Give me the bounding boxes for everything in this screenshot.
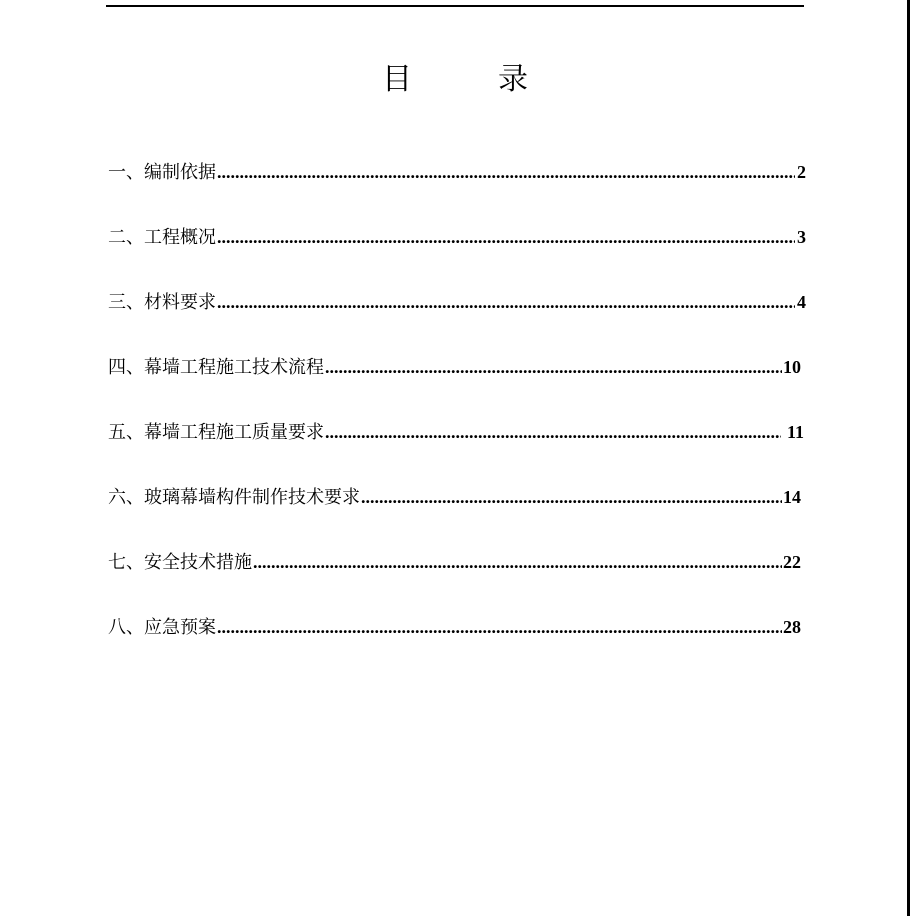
- toc-entry[interactable]: [108, 475, 808, 540]
- toc-leader-dots: [325, 410, 781, 454]
- toc-entry-label: 七、安全技术措施: [108, 552, 252, 573]
- toc-entry-label: 五、幕墙工程施工质量要求: [108, 422, 324, 443]
- toc-entry-page: 11: [786, 422, 804, 442]
- toc-leader-dots: [361, 475, 782, 519]
- toc-title: [0, 56, 910, 104]
- toc-leader-dots: [217, 215, 795, 259]
- toc-entry[interactable]: [108, 540, 808, 605]
- toc-entry[interactable]: [108, 280, 808, 345]
- toc-leader-dots: [217, 280, 795, 324]
- toc-entry[interactable]: [108, 605, 808, 670]
- toc-entry-page: 4: [797, 292, 806, 312]
- toc-entry-page: 14: [783, 487, 801, 507]
- toc-entry-page: 2: [797, 162, 806, 182]
- toc-entry-label: 三、材料要求: [108, 292, 216, 313]
- toc-entry-label: 四、幕墙工程施工技术流程: [108, 357, 324, 378]
- toc-leader-dots: [325, 345, 782, 389]
- toc-title-char-1: 目: [382, 62, 412, 97]
- header-rule: [106, 5, 804, 7]
- toc-leader-dots: [217, 605, 782, 649]
- toc-entry-label: 二、工程概况: [108, 227, 216, 248]
- toc-leader-dots: [217, 150, 795, 194]
- toc-entry[interactable]: [108, 410, 808, 475]
- toc-entry-page: 22: [783, 552, 801, 572]
- toc-entry[interactable]: [108, 150, 808, 215]
- toc-entry-label: 一、编制依据: [108, 162, 216, 183]
- toc-entry-page: 3: [797, 227, 806, 247]
- toc-entry[interactable]: [108, 345, 808, 410]
- toc-entry-label: 六、玻璃幕墙构件制作技术要求: [108, 487, 360, 508]
- toc-entry-label: 八、应急预案: [108, 617, 216, 638]
- toc-list: [108, 150, 808, 670]
- toc-title-char-2: 录: [498, 62, 528, 97]
- toc-entry-page: 28: [783, 617, 801, 637]
- toc-leader-dots: [253, 540, 782, 584]
- toc-entry-page: 10: [783, 357, 801, 377]
- toc-entry[interactable]: [108, 215, 808, 280]
